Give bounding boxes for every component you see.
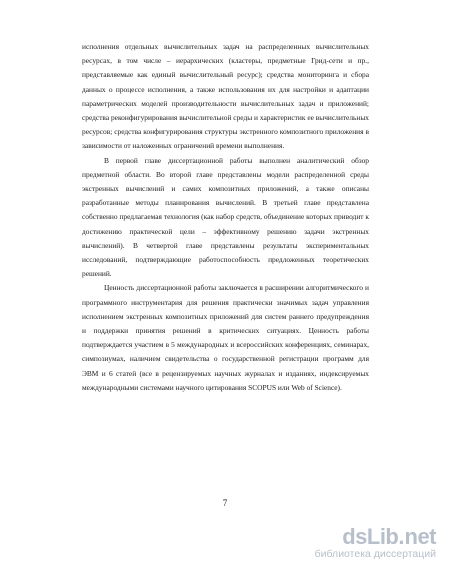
dslib-watermark-logo xyxy=(306,524,436,572)
body-text xyxy=(82,40,369,395)
watermark-brand-net: net xyxy=(404,524,436,549)
watermark-tagline: библиотека диссертаций xyxy=(314,548,436,560)
page-number: 7 xyxy=(222,498,228,508)
watermark-brand-ds: ds xyxy=(342,524,367,549)
paragraph-1: исполнения отдельных вычислительных задач на распределенных вычислительных ресурсах, в том числе – иерархических (кластеры, предметные Грид-сети и пр., представляемые как единый вычислительный ресурс); средства мониторинга и сбора данных о процессе исполнения, а также использования их для настройки и адаптации параметрических моделей производительности вычислительных задач и приложений; средства реконфигурирования вычислительной среды и характеристик ее вычислительных ресурсов; средства конфигурирования структуры экстренного композитного приложения в зависимости от наложенных ограничений времени выполнения. xyxy=(82,42,369,151)
watermark-brand-dot: . xyxy=(398,524,405,549)
watermark-brand-lib: Lib xyxy=(366,524,399,549)
paragraph-2: В первой главе диссертационной работы выполнен аналитический обзор предметной области. Во второй главе представлены модели распределенной среды экстренных вычислений и самих композитных приложений, а также описаны разработанные методы планирования вычислений. В третьей главе представлена собственно предлагаемая технология (как набор средств, объединение которых приводит к достижению практической цели – эффективному решению задачи экстренных вычислений). В четвертой главе представлены результаты экспериментальных исследований, подтверждающие работоспособность предложенных теоретических решений. xyxy=(82,155,369,279)
paragraph-3: Ценность диссертационной работы заключается в расширении алгоритмического и программного инструментария для решения практически значимых задач управления исполнением экстренных композитных приложений для систем раннего предупреждения и поддержки принятия решений в критических ситуациях. Ценность работы подтверждается участием в 5 международных и всероссийских конференциях, семинарах, симпозиумах, наличием свидетельства о государственной регистрации программ для ЭВМ и 6 статей (все в рецензируемых научных журналах и изданиях, индексируемых международными системами научного цитирования SCOPUS или Web of Science). xyxy=(82,283,369,392)
watermark-brand xyxy=(306,524,436,550)
